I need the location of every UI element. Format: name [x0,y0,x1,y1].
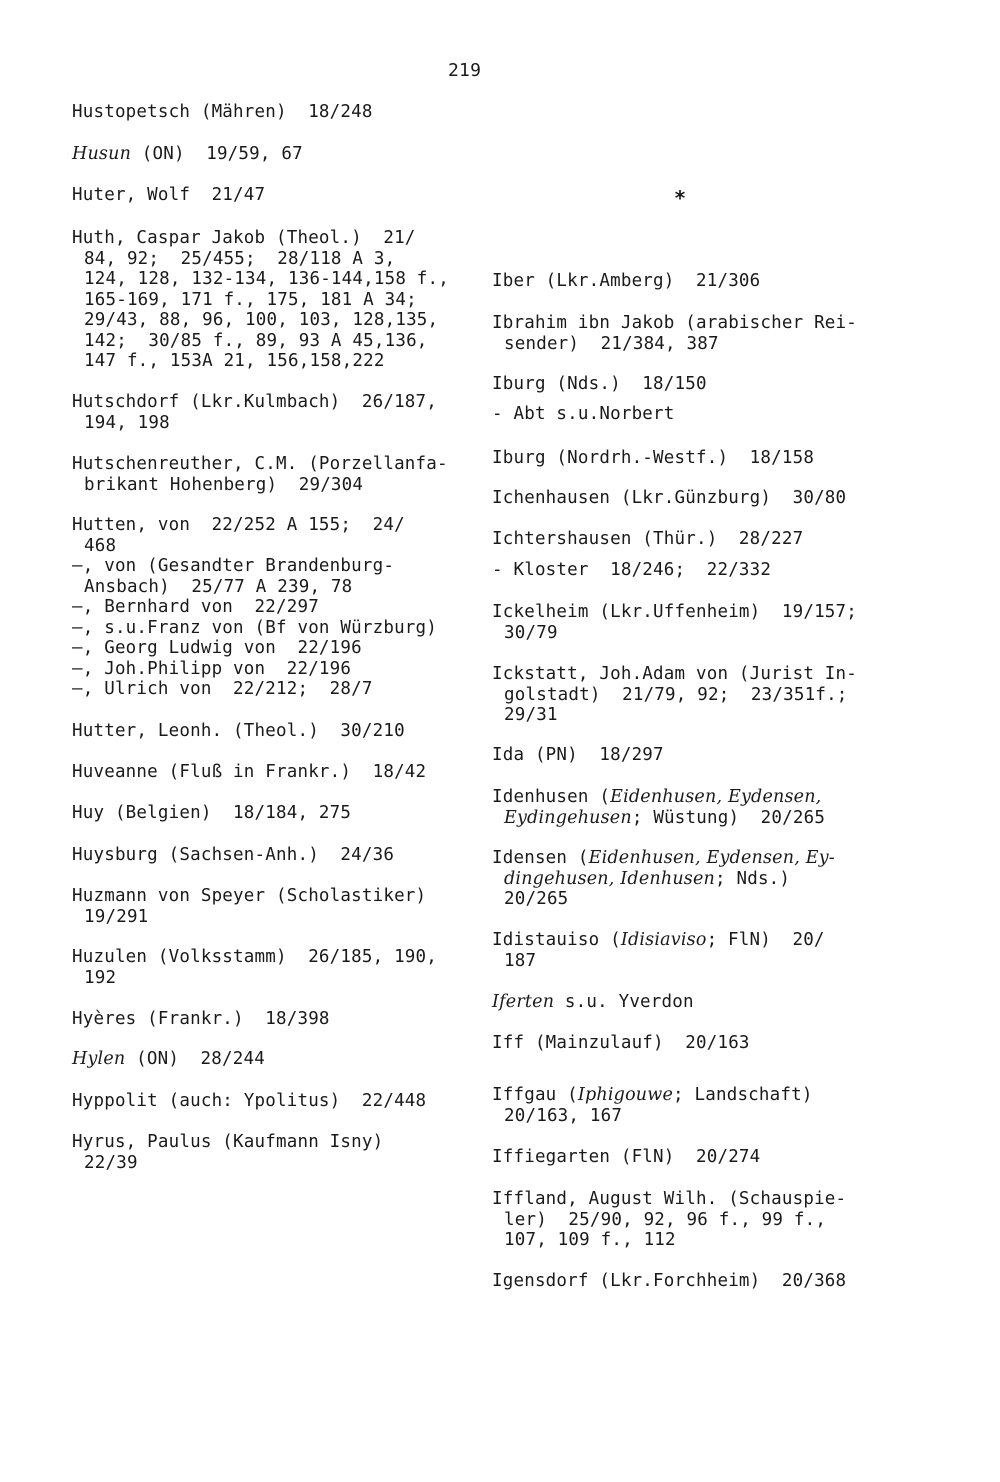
index-entry [72,228,492,372]
index-entry-line [492,404,912,425]
index-entry-line [72,618,492,639]
entry-text: 20/163, 167 [504,1105,623,1126]
entry-text: (ON) 19/59, 67 [131,144,303,164]
entry-text: (ON) 28/244 [125,1049,265,1069]
entry-text: 20/265 [504,889,569,909]
index-entry [492,560,912,581]
index-entry-line [72,721,492,742]
italic-text: Idisiaviso [620,930,707,950]
index-entry-line [492,602,912,623]
entry-text: 192 [84,967,117,988]
entry-text: 29/31 [504,705,558,725]
index-entry [72,721,492,742]
index-entry-line [492,1033,912,1054]
index-entry-line [492,848,912,869]
index-entry [492,488,912,509]
index-entry [492,448,912,469]
entry-text: Hyères (Frankr.) 18/398 [72,1009,330,1029]
entry-text: —, von (Gesandter Brandenburg- [72,556,395,576]
index-entry-line [72,331,492,352]
index-entry-line [72,249,492,270]
italic-text: Iferten [492,992,555,1012]
index-entry [72,185,492,206]
entry-text: 30/79 [504,622,558,643]
entry-text: ; Wüstung) 20/265 [631,807,826,828]
index-entry-line [72,392,492,413]
entry-text: Idensen ( [492,848,589,868]
index-entry-line [72,638,492,659]
index-entry [492,404,912,425]
index-entry [492,1189,912,1251]
index-entry-line [72,185,492,206]
index-entry [72,1009,492,1030]
index-entry-line [492,1271,912,1292]
entry-text: Ida (PN) 18/297 [492,745,664,765]
index-entry-line [492,930,912,951]
entry-text: Huysburg (Sachsen-Anh.) 24/36 [72,845,395,865]
entry-text: 194, 198 [84,412,170,433]
entry-text: Hutter, Leonh. (Theol.) 30/210 [72,721,405,741]
index-entry [492,1271,912,1292]
entry-text: Ickstatt, Joh.Adam von (Jurist In- [492,664,858,684]
entry-text: 142; 30/85 f., 89, 93 A 45,136, [84,330,428,351]
index-entry [72,102,492,123]
index-entry-line [72,845,492,866]
index-entry [492,1033,912,1054]
entry-text: sender) 21/384, 387 [504,333,719,354]
index-entry [72,762,492,783]
entry-text: Ansbach) 25/77 A 239, 78 [84,576,353,597]
entry-text: ler) 25/90, 92, 96 f., 99 f., [504,1209,827,1230]
entry-text: s.u. Yverdon [554,992,694,1012]
index-entry [72,1049,492,1070]
index-entry [72,1091,492,1112]
entry-text: Hutschdorf (Lkr.Kulmbach) 26/187, [72,392,438,412]
index-entry-line [72,413,492,434]
index-entry-line [492,1085,912,1106]
index-entry [492,930,912,971]
index-entry-line [72,597,492,618]
entry-text: Hyrus, Paulus (Kaufmann Isny) [72,1132,384,1152]
entry-text: 22/39 [84,1152,138,1173]
entry-text: —, s.u.Franz von (Bf von Würzburg) [72,617,438,638]
entry-text: Huy (Belgien) 18/184, 275 [72,803,352,823]
index-entry-line [72,762,492,783]
index-entry-line [72,679,492,700]
index-entry-line [72,351,492,372]
index-entry-line [492,685,912,706]
entry-text: —, Georg Ludwig von 22/196 [72,638,362,658]
index-entry [492,529,912,550]
index-entry [72,845,492,866]
index-entry-line [72,102,492,123]
entry-text: Ickelheim (Lkr.Uffenheim) 19/157; [492,602,858,622]
entry-text: Iburg (Nordrh.-Westf.) 18/158 [492,448,815,468]
index-entry-line [72,1009,492,1030]
index-entry [492,787,912,828]
entry-text: - Kloster 18/246; 22/332 [492,560,772,580]
entry-text: Hutten, von 22/252 A 155; 24/ [72,515,405,535]
index-entry [72,392,492,433]
italic-text: Iphigouwe [577,1085,674,1105]
index-entry-line [492,1106,912,1127]
index-entry-line [492,623,912,644]
index-entry [492,664,912,726]
index-entry-line [72,659,492,680]
index-entry-line [72,310,492,331]
index-entry-line [72,907,492,928]
entry-text: 107, 109 f., 112 [504,1230,676,1250]
entry-text: Idistauiso ( [492,930,621,950]
entry-text: 147 f., 153A 21, 156,158,222 [84,351,385,371]
index-entry-line [492,1189,912,1210]
index-entry-line [72,1132,492,1153]
entry-text: Idenhusen ( [492,787,611,807]
entry-text: Iber (Lkr.Amberg) 21/306 [492,271,761,291]
index-entry [492,745,912,766]
index-entry [72,947,492,988]
index-entry-line [72,1091,492,1112]
entry-text: Iffiegarten (FlN) 20/274 [492,1147,761,1167]
index-entry [492,374,912,395]
entry-text: 29/43, 88, 96, 100, 103, 128,135, [84,310,439,330]
index-entry-line [492,1210,912,1231]
index-entry-line [72,454,492,475]
index-entry-line [492,992,912,1013]
entry-text: 84, 92; 25/455; 28/118 A 3, [84,248,396,269]
index-entry-line [72,968,492,989]
index-entry [492,313,912,354]
index-entry [72,144,492,165]
section-separator: * [674,186,687,210]
index-entry [492,1085,912,1126]
index-entry-line [492,529,912,550]
index-entry-line [72,269,492,290]
entry-text: Huzulen (Volksstamm) 26/185, 190, [72,947,438,967]
italic-text: Eydingehusen [504,807,632,828]
italic-text: Eidenhusen, Eydensen, [610,787,822,807]
index-entry [492,1147,912,1168]
index-entry-line [492,745,912,766]
index-entry-line [72,1049,492,1070]
index-entry [492,992,912,1013]
index-entry-line [492,808,912,829]
index-entry [72,886,492,927]
index-entry-line [72,536,492,557]
index-entry-line [492,705,912,726]
index-entry [492,271,912,292]
index-entry [72,1132,492,1173]
index-entry-line [492,313,912,334]
index-entry-line [72,577,492,598]
entry-text: brikant Hohenberg) 29/304 [84,474,364,495]
entry-text: 124, 128, 132-134, 136-144,158 f., [84,269,450,289]
entry-text: - Abt s.u.Norbert [492,404,675,424]
index-entry-line [72,475,492,496]
index-entry-line [492,334,912,355]
entry-text: Huter, Wolf 21/47 [72,185,266,205]
entry-text: ; FlN) 20/ [706,930,825,950]
entry-text: Iff (Mainzulauf) 20/163 [492,1033,750,1053]
index-entry-line [72,290,492,311]
index-entry [72,515,492,700]
entry-text: 187 [504,950,537,971]
index-entry [492,602,912,643]
index-entry-line [72,556,492,577]
index-entry-line [492,374,912,395]
entry-text: Ichenhausen (Lkr.Günzburg) 30/80 [492,488,847,508]
italic-text: dingehusen, Idenhusen [504,868,715,889]
entry-text: 19/291 [84,906,149,927]
entry-text: Iffland, August Wilh. (Schauspie- [492,1189,847,1209]
entry-text: Igensdorf (Lkr.Forchheim) 20/368 [492,1271,847,1291]
page-number: 219 [448,60,482,81]
entry-text: Ichtershausen (Thür.) 28/227 [492,529,804,549]
index-entry-line [72,515,492,536]
italic-text: Husun [72,144,132,164]
entry-text: 165-169, 171 f., 175, 181 A 34; [84,289,417,310]
italic-text: Eidenhusen, Eydensen, Ey- [588,848,835,868]
entry-text: Hutschenreuther, C.M. (Porzellanfa- [72,454,448,474]
index-entry-line [492,1230,912,1251]
index-entry-line [72,886,492,907]
index-entry [72,803,492,824]
index-entry-line [492,1147,912,1168]
entry-text: —, Joh.Philipp von 22/196 [72,658,352,679]
entry-text: Iffgau ( [492,1085,578,1105]
entry-text: Huveanne (Fluß in Frankr.) 18/42 [72,762,427,782]
entry-text: ; Landschaft) [673,1085,813,1105]
index-entry-line [492,664,912,685]
index-entry [492,848,912,910]
entry-text: ; Nds.) [715,868,791,889]
index-entry [72,454,492,495]
index-entry-line [492,951,912,972]
index-entry-line [492,448,912,469]
entry-text: Iburg (Nds.) 18/150 [492,374,707,394]
index-entry-line [492,560,912,581]
entry-text: —, Bernhard von 22/297 [72,597,319,617]
index-entry-line [492,271,912,292]
entry-text: —, Ulrich von 22/212; 28/7 [72,679,373,699]
entry-text: Huth, Caspar Jakob (Theol.) 21/ [72,228,416,248]
index-entry-line [492,488,912,509]
index-entry-line [72,228,492,249]
italic-text: Hylen [72,1049,126,1069]
index-entry-line [492,787,912,808]
entry-text: Ibrahim ibn Jakob (arabischer Rei- [492,313,858,333]
entry-text: Huzmann von Speyer (Scholastiker) [72,886,427,906]
entry-text: Hustopetsch (Mähren) 18/248 [72,102,373,122]
index-entry-line [492,889,912,910]
index-entry-line [72,947,492,968]
entry-text: Hyppolit (auch: Ypolitus) 22/448 [72,1091,427,1111]
index-entry-line [72,1153,492,1174]
index-entry-line [72,144,492,165]
index-entry-line [492,869,912,890]
index-entry-line [72,803,492,824]
entry-text: 468 [84,535,117,556]
entry-text: golstadt) 21/79, 92; 23/351f.; [504,684,848,705]
